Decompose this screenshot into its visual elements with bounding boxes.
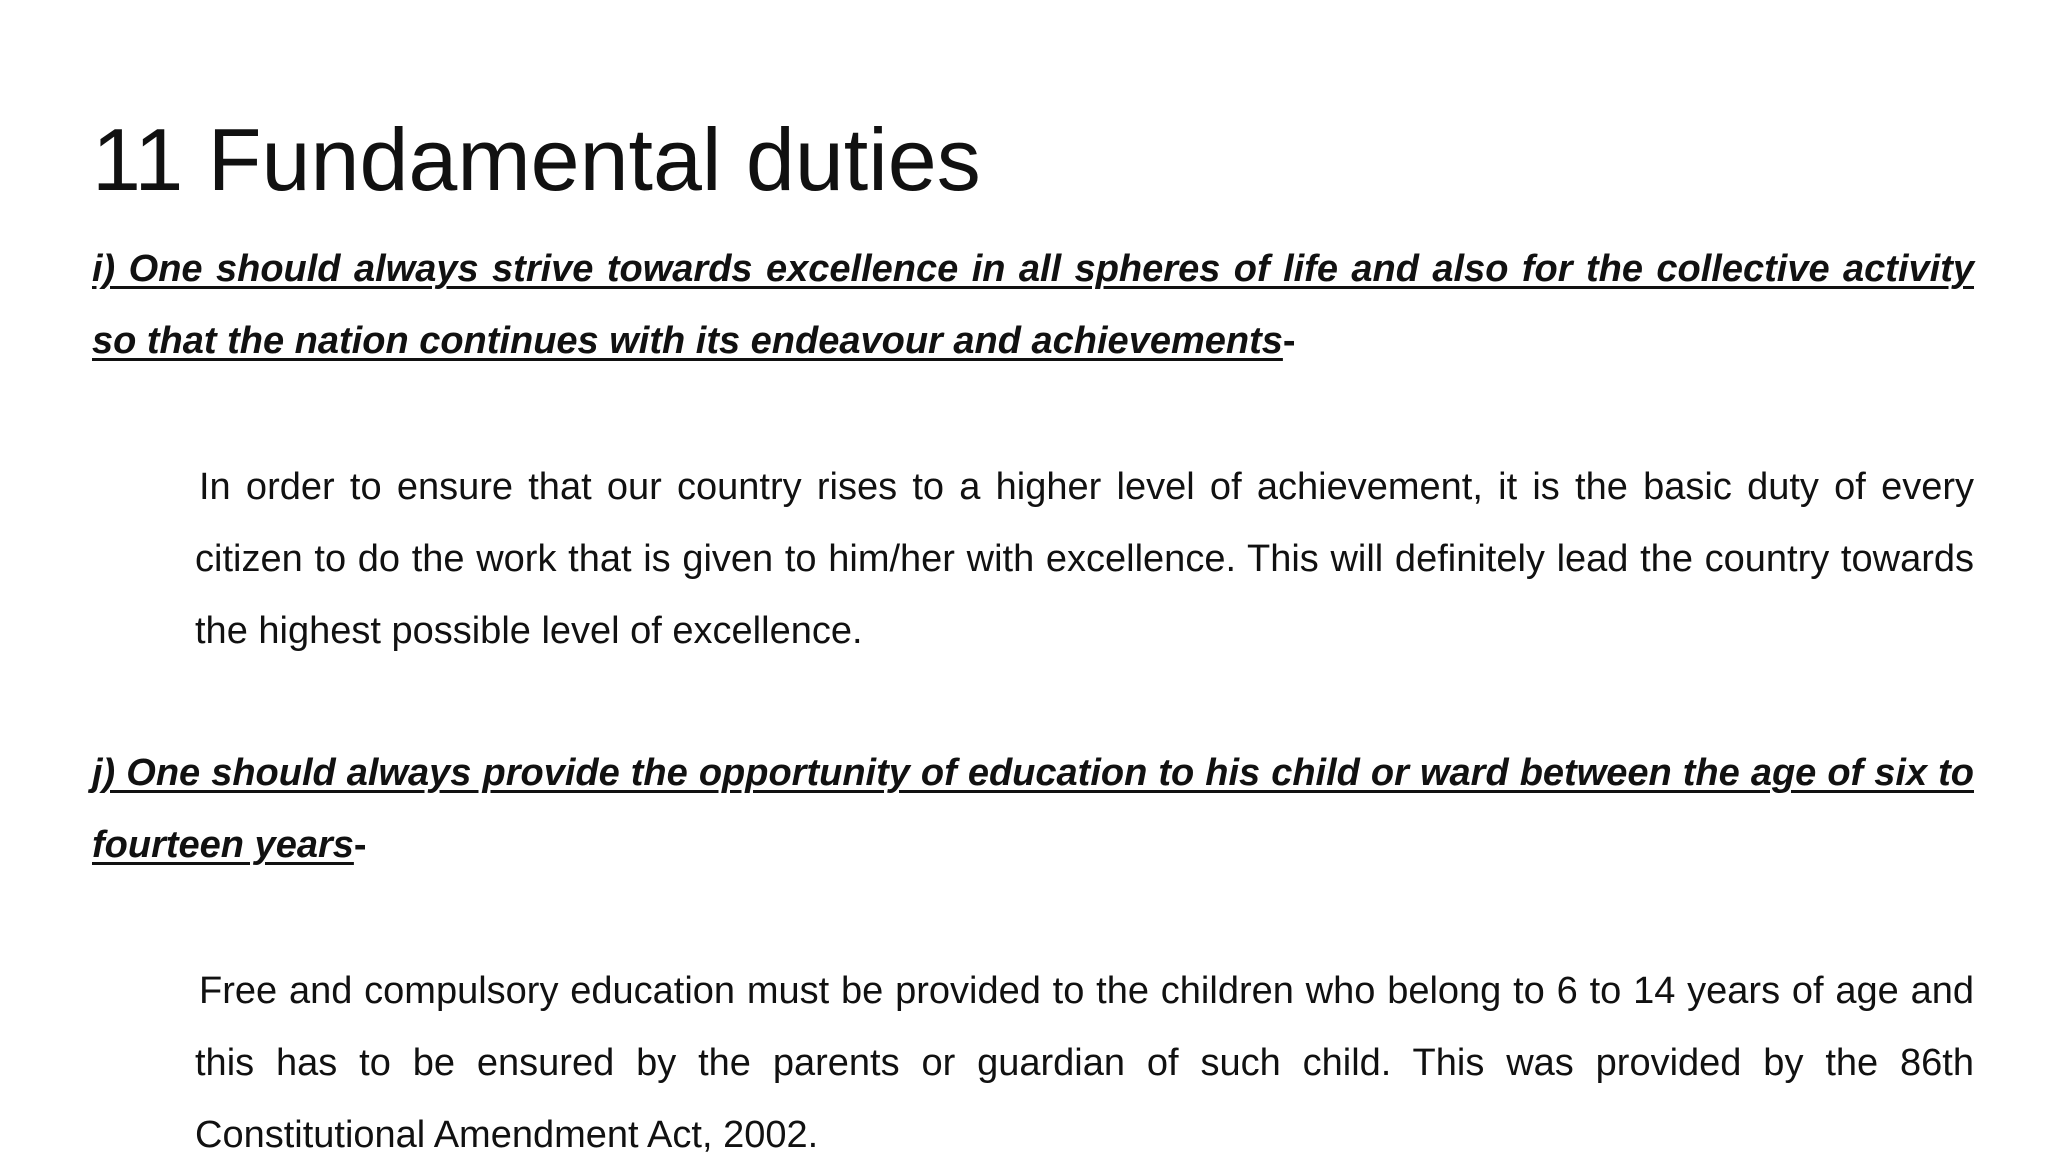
duty-heading-j-suffix: -	[353, 824, 367, 866]
duty-heading-j	[92, 737, 1974, 881]
duty-heading-j-text: j) One should always provide the opportunity of education to his child or ward between the age of six to fourteen years	[92, 752, 1974, 866]
duty-heading-i-text: i) One should always strive towards excellence in all spheres of life and also for the collective activity so that the nation continues with its endeavour and achievements	[92, 248, 1974, 362]
duty-heading-i	[92, 233, 1974, 377]
duty-paragraph-i: In order to ensure that our country rises to a higher level of achievement, it is the basic duty of every citizen to do the work that is given to him/her with excellence. This will definitely lead the country towards the highest possible level of excellence.	[195, 466, 1974, 652]
duty-heading-i-suffix: -	[1282, 320, 1296, 362]
slide-title: 11 Fundamental duties	[92, 110, 981, 209]
duty-paragraph-j: Free and compulsory education must be provided to the children who belong to 6 to 14 years of age and this has to be ensured by the parents or guardian of such child. This was provided by the 86th Constitutional Amendment Act, 2002.	[195, 970, 1974, 1156]
